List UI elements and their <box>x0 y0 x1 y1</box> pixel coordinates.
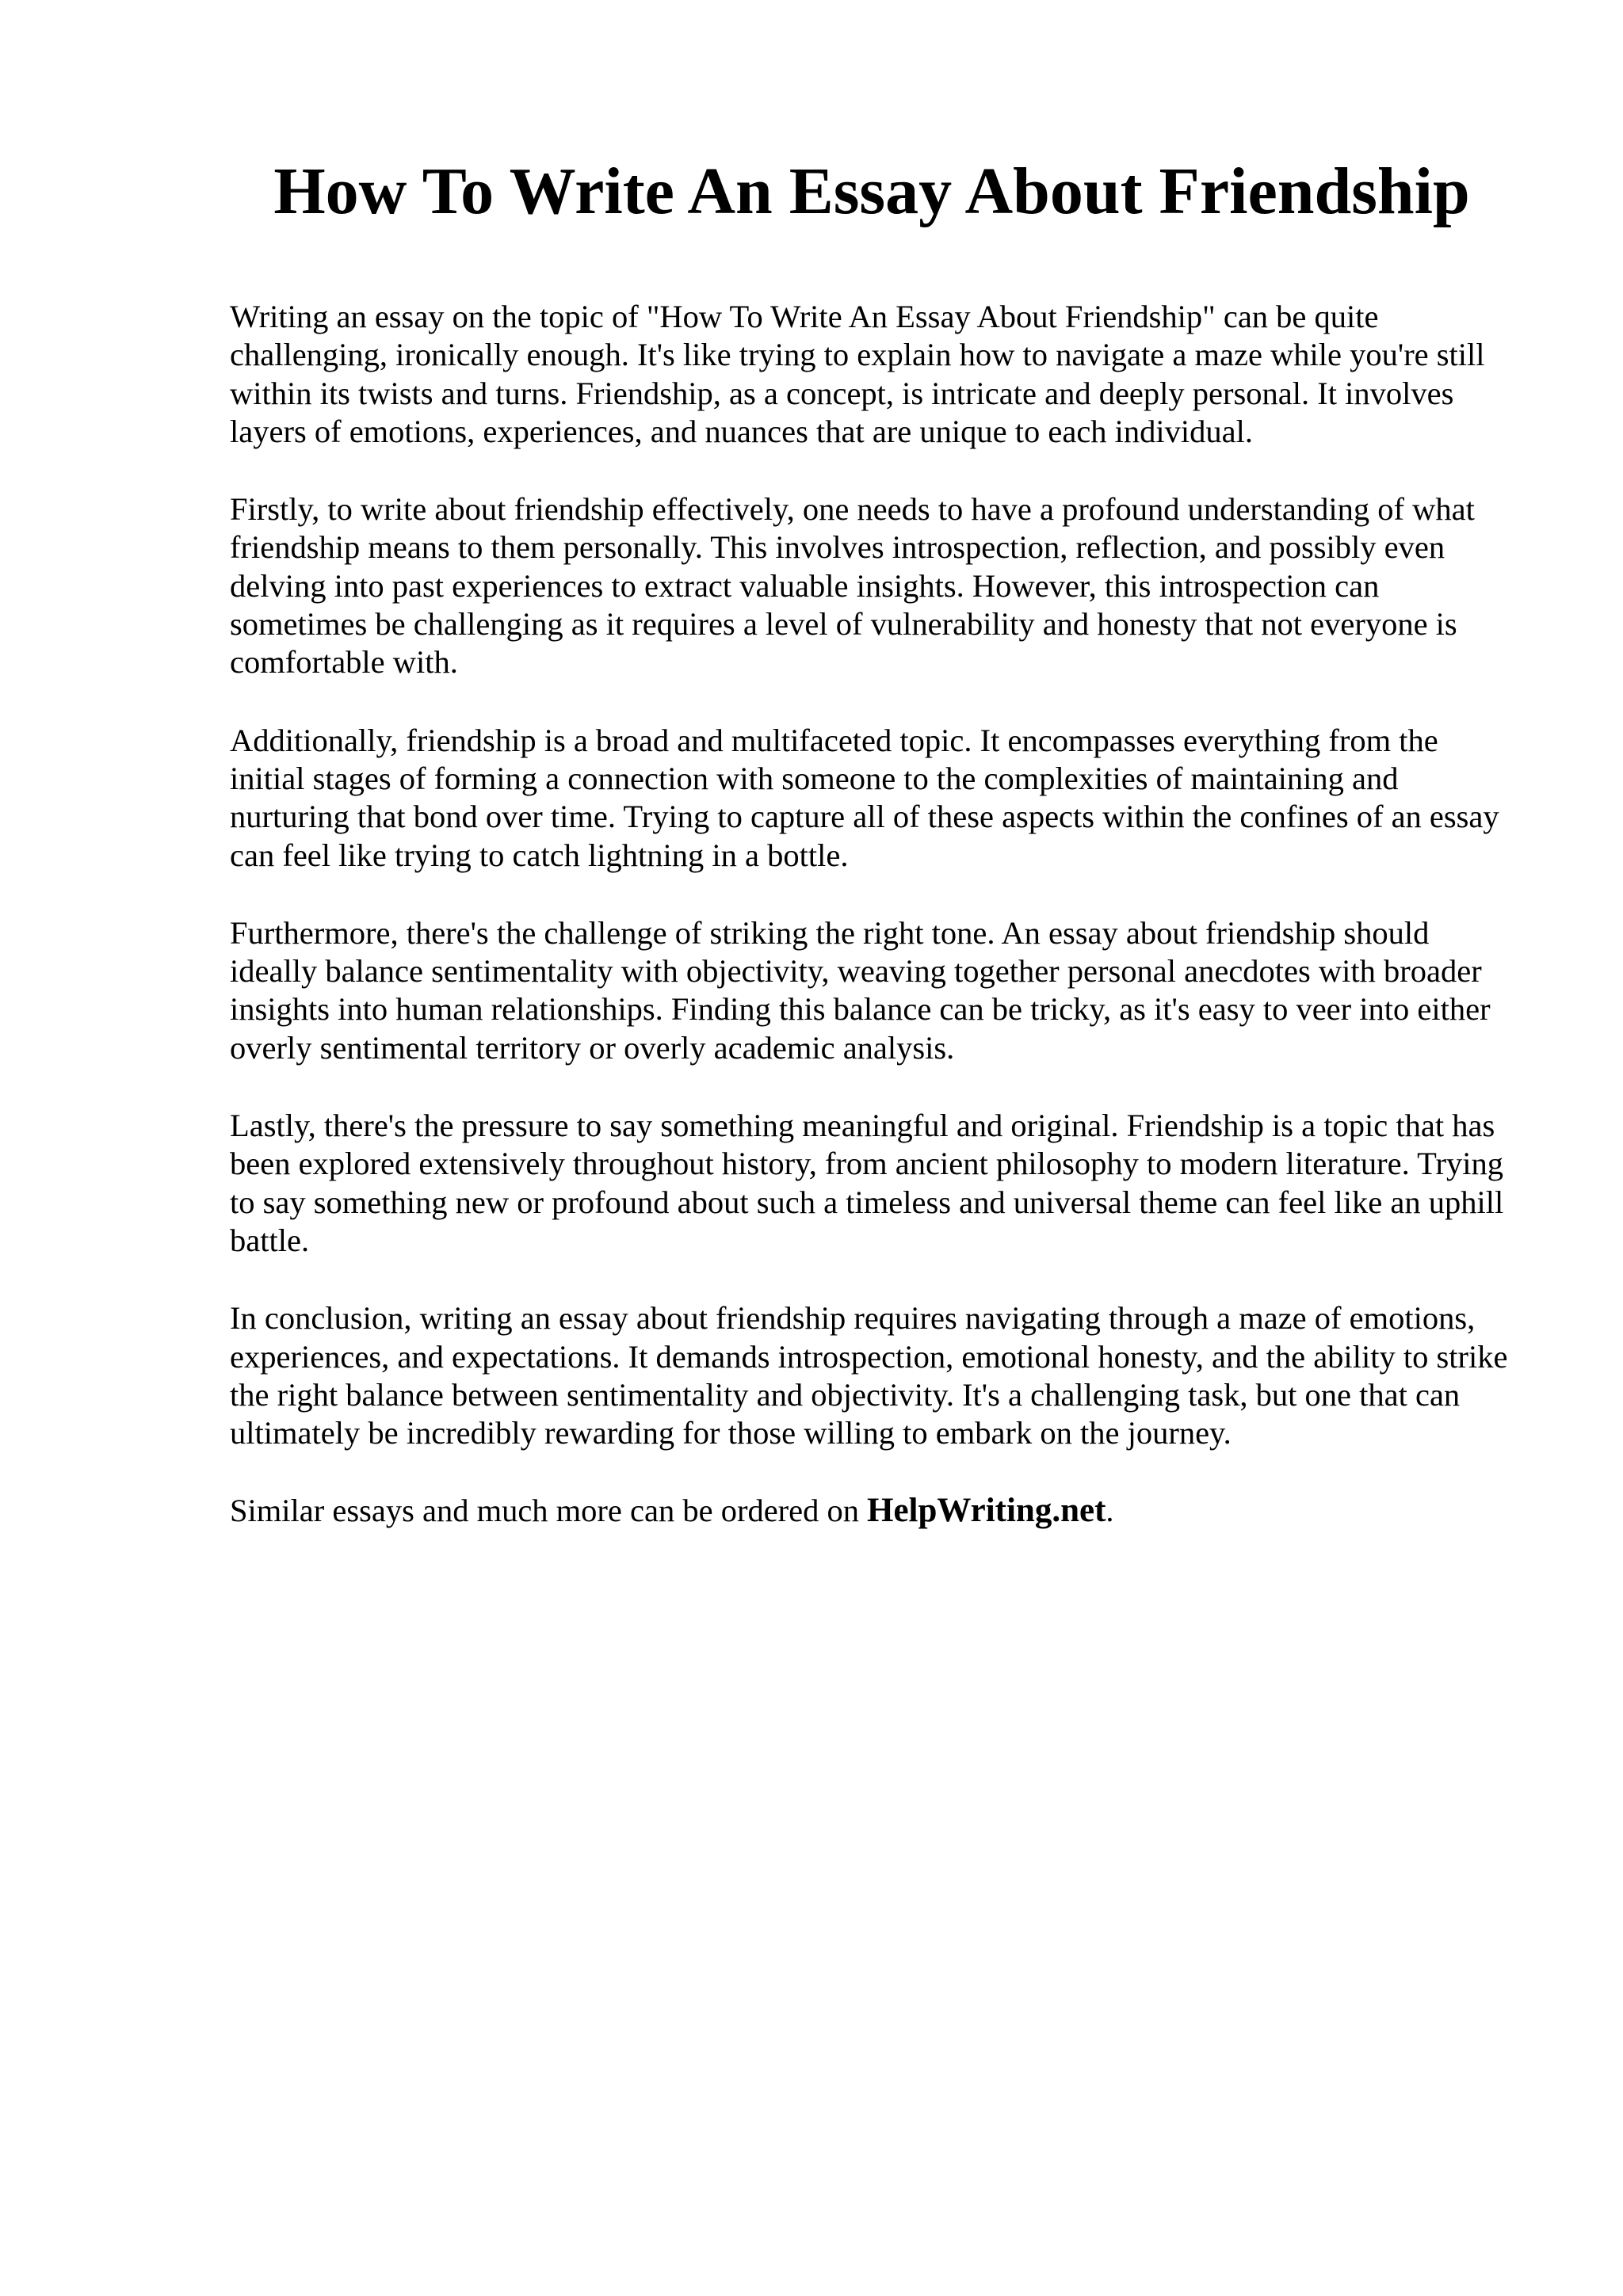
promo-text: Similar essays and much more can be ordered on <box>230 1493 860 1529</box>
promo-line <box>230 1492 1514 1530</box>
paragraph-2: Firstly, to write about friendship effectively, one needs to have a profound understanding of what friendship means to them personally. This involves introspection, reflection, and possibly even delving into past experiences to extract valuable insights. However, this introspection can sometimes be challenging as it requires a level of vulnerability and honesty that not everyone is comfortable with. <box>230 491 1475 681</box>
paragraph-5: Lastly, there's the pressure to say something meaningful and original. Friendship is a topic that has been explored extensively throughout history, from ancient philosophy to modern literature. Trying to say something new or profound about such a timeless and universal theme can feel like an uphill battle. <box>230 1108 1504 1258</box>
promo-suffix: . <box>1106 1493 1114 1529</box>
paragraph-3: Additionally, friendship is a broad and multifaceted topic. It encompasses everything from the initial stages of forming a connection with someone to the complexities of maintaining and nurturing that bond over time. Trying to capture all of these aspects within the confines of an essay can feel like trying to catch lightning in a bottle. <box>230 722 1499 873</box>
document-body <box>230 298 1514 1531</box>
paragraph-6: In conclusion, writing an essay about friendship requires navigating through a maze of emotions, experiences, and expectations. It demands introspection, emotional honesty, and the ability to strike the right balance between sentimentality and objectivity. It's a challenging task, but one that can ultimately be incredibly rewarding for those willing to embark on the journey. <box>230 1300 1508 1451</box>
paragraph-1: Writing an essay on the topic of "How To Write An Essay About Friendship" can be quite challenging, ironically enough. It's like trying to explain how to navigate a maze while you're still within its twists and turns. Friendship, as a concept, is intricate and deeply personal. It involves layers of emotions, experiences, and nuances that are unique to each individual. <box>230 299 1485 449</box>
document-title: How To Write An Essay About Friendship <box>273 154 1470 228</box>
paragraph-4: Furthermore, there's the challenge of striking the right tone. An essay about friendship should ideally balance sentimentality with objectivity, weaving together personal anecdotes with broader insights into human relationships. Finding this balance can be tricky, as it's easy to veer into either overly sentimental territory or overly academic analysis. <box>230 914 1491 1066</box>
helpwriting-link[interactable]: HelpWriting.net <box>867 1492 1106 1530</box>
